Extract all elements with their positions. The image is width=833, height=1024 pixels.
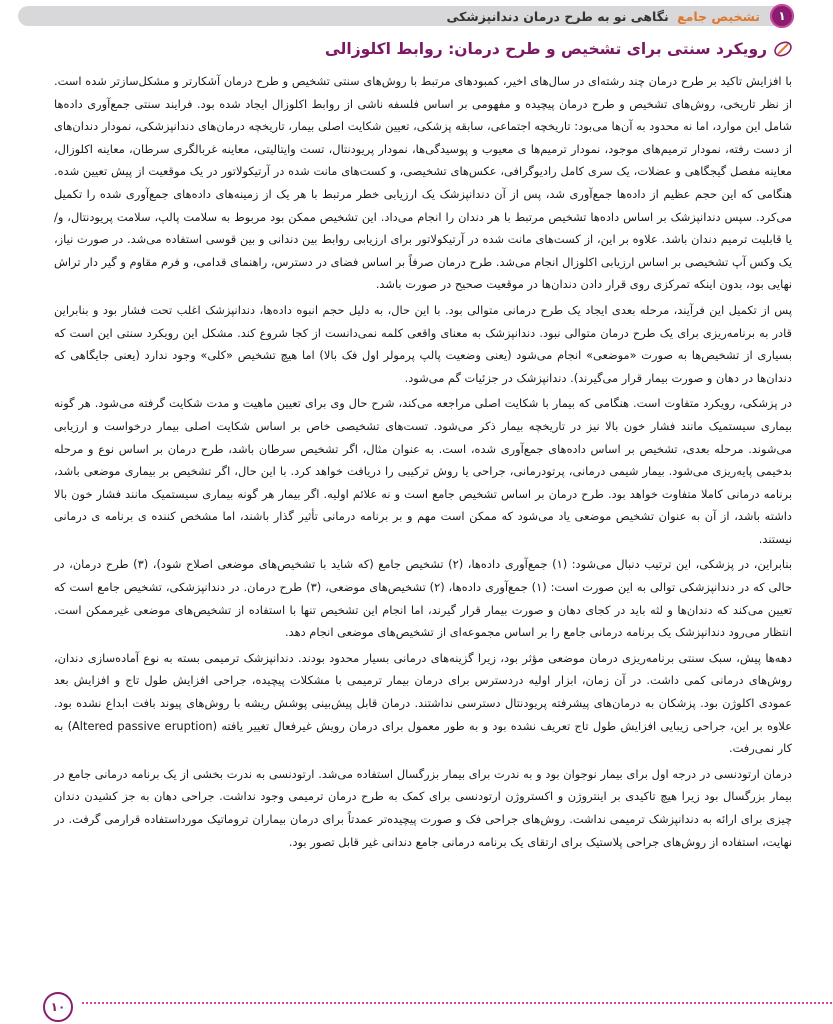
header-subtitle: نگاهی نو به طرح درمان دندانپزشکی	[446, 9, 669, 24]
paragraph: بنابراین، در پزشکی، این ترتیب دنبال می‌شود: (۱) جمع‌آوری داده‌ها، (۲) تشخیص جامع (که شاید با تشخیص‌های موضعی اصلاح شود)، (۳) طرح درمان، در حالی که در دندانپزشکی توالی به این صورت است: (۱) جمع‌آوری داده‌ها، (۲) تشخیص‌های موضعی، (۳) طرح درمان. در دندانپزشکی، تشخیص جامع است که تعیین می‌کند که دندان‌ها و لثه باید در کجای دهان و صورت بیمار قرار گیرند، اما انجام این تشخیص تنها با استفاده از تشخیص‌های موضعی غیرممکن است. انتظار می‌رود دندانپزشک یک برنامه درمانی جامع را بر اساس مجموعه‌ای از تشخیص‌های موضعی انجام دهد.	[54, 557, 793, 640]
page-number: ۱۰	[43, 992, 73, 1022]
paragraph: در پزشکی، رویکرد متفاوت است. هنگامی که بیمار با شکایت اصلی مراجعه می‌کند، شرح حال وی برای تعیین ماهیت و مدت شکایت گرفته می‌شود. هر گونه بیماری سیستمیک مانند فشار خون بالا نیز در تاریخچه بیمار ذکر می‌شود. تست‌های تشخیصی خاص بر اساس شکایت اصلی بیمار درخواست و ارزیابی می‌شوند. مرحله بعدی، تشخیص بر اساس داده‌های جمع‌آوری شده، است. به عنوان مثال، اگر تشخیص سرطان باشد، طرح درمان بر اساس نوع و مرحله بدخیمی پایه‌ریزی می‌شود. بیمار شیمی درمانی، پرتودرمانی، جراحی یا روش ترکیبی را دریافت خواهد کرد. با این حال، اگر تشخیص بر بیماری موضعی باشد، برنامه درمانی کاملا متفاوت خواهد بود. طرح درمان بر اساس تشخیص جامع است و نه علائم اولیه. اگر بیمار هر گونه بیماری سیستمیک مانند فشار خون بالا داشته باشد، از آن به عنوان تشخیص موضعی یاد می‌شود که ممکن است مهم و بر برنامه درمانی تأثیر گذار باشند، اما مشخص کننده ی برنامه ی درمانی نیستند.	[54, 396, 792, 546]
capsule-icon	[773, 41, 793, 57]
body-text	[54, 70, 792, 853]
section-title: رویکرد سنتی برای تشخیص و طرح درمان: روابط اکلوزالی	[324, 40, 767, 58]
paragraph: درمان ارتودنسی در درجه اول برای بیمار نوجوان بود و به ندرت برای بیمار بزرگسال استفاده می‌شد. ارتودنسی به ندرت بخشی از یک برنامه درمانی جامع در بیمار بزرگسال بود زیرا هیچ تاکیدی بر اینتروژن و اکستروژن ارتودنسی برای کمک به طرح درمان ترمیمی وجود نداشت. جراحی دهان به جز کشیدن دندان چیزی برای ارائه به دندانپزشک ترمیمی نداشت. روش‌های جراحی فک و صورت پیچیده‌تر عمدتاً برای درمان بیماران تروماتیک مورداستفاده قرارمی گرفت. در نهایت، استفاده از روش‌های جراحی پلاستیک برای ارتقای یک برنامه درمانی جامع دندانی غیر قابل تصور بود.	[54, 766, 792, 849]
header-text	[447, 8, 760, 26]
header-brand: تشخیص جامع	[677, 9, 760, 24]
footer-dotted-rule	[82, 1002, 832, 1004]
running-header	[0, 4, 800, 28]
paragraph: دهه‌ها پیش، سبک سنتی برنامه‌ریزی درمان موضعی مؤثر بود، زیرا گزینه‌های درمانی بسیار محدود بودند. دندانپزشک ترمیمی بسته به نوع آماده‌سازی دندان، روش‌های درمانی کمی داشت. در آن زمان، ابزار اولیه دردسترس برای درمان بیمار ترمیمی با مشکلات پیچیده، جراحی افزایش طول تاج و افزایش بعد عمودی اکلوژن بود. پزشکان به درمان‌های پیشرفته پریودنتال دسترسی نداشتند. درمان قابل پیش‌بینی پوشش ریشه با روش‌های پیوند بافت ابداع نشده بود. علاوه بر این، جراحی زیبایی افزایش طول تاج تعریف نشده بود و به طور معمول برای درمان رویش غیرفعال تغییر یافته (Altered passive eruption) به کار نمی‌رفت.	[54, 650, 793, 756]
paragraph: پس از تکمیل این فرآیند، مرحله بعدی ایجاد یک طرح درمانی متوالی بود. با این حال، به دلیل حجم انبوه داده‌ها، دندانپزشک اغلب تحت فشار بود و بنابراین قادر به برنامه‌ریزی برای یک طرح درمان متوالی نبود. دندانپزشک به معنای واقعی کلمه نمی‌دانست از کجا شروع کند. مشکل این رویکرد سنتی این است که بسیاری از تشخیص‌ها به صورت «موضعی» انجام می‌شود (یعنی وضعیت پالپ پرمولر اول فک بالا) اما هیچ تشخیص «کلی» وجود ندارد (یعنی جایگاهی که دندان‌ها در دهان و صورت بیمار قرار می‌گیرند). دندانپزشک در جزئیات گم می‌شود.	[54, 302, 792, 385]
paragraph: با افزایش تاکید بر طرح درمان چند رشته‌ای در سال‌های اخیر، کمبودهای مرتبط با روش‌های سنتی تشخیص و طرح درمان آشکارتر و مشکل‌سازتر شده است. از نظر تاریخی، روش‌های تشخیص و طرح درمان پیچیده و مفهومی بر اساس فلسفه ناشی از روابط اکلوزال ایجاد شده بود. فرایند سنتی جمع‌آوری داده‌ها شامل این موارد، اما نه محدود به آن‌ها می‌بود: تاریخچه اجتماعی، سابقه پزشکی، تعیین شکایت اصلی بیمار، تاریخچه درمان‌های دندانپزشکی، نمودار دندان‌های از دست رفته، نمودار ترمیم‌های موجود، نمودار ترمیم‌ها ی معیوب و پوسیدگی‌ها، نمودار پریودنتال، تست وایتالیتی، معاینه غربالگری سرطان، معاینه اکلوزال، معاینه مفصل گیجگاهی و عضلات، یک سری کامل رادیوگرافی، عکس‌های تشخیصی، و کست‌های مانت شده در آرتیکولاتور در یک موقعیت از پیش تعیین شده. هنگامی که این حجم عظیم از داده‌ها جمع‌آوری شد، پس از آن دندانپزشک یک ارزیابی خطر مرتبط با هر یک از زمینه‌های داده‌های جمع‌آوری شده را تکمیل می‌کرد. سپس دندانپزشک بر اساس داده‌ها تشخیص مرتبط با هر دندان را انجام می‌داد. این تشخیص ممکن بود مربوط به سلامت پالپ، سلامت پریودنتال، و/ یا قابلیت ترمیم دندان باشد. علاوه بر این، از کست‌های مانت شده در آرتیکولاتور برای ارزیابی روابط بین دندانی و بین قوسی استفاده می‌شد. در صورت نیاز، یک وکس آپ تشخیصی بر اساس ارزیابی اکلوزال انجام می‌شد. طرح درمان صرفاً بر اساس فضای در دسترس، راهنمای قدامی، و فرم مقاوم و گیر دار تراش نهایی بود، بدون اینکه تمرکزی روی قرار دادن دندان‌ها در موقعیت صحیح در صورت باشد.	[54, 74, 792, 292]
chapter-number-badge: ۱	[770, 4, 794, 28]
